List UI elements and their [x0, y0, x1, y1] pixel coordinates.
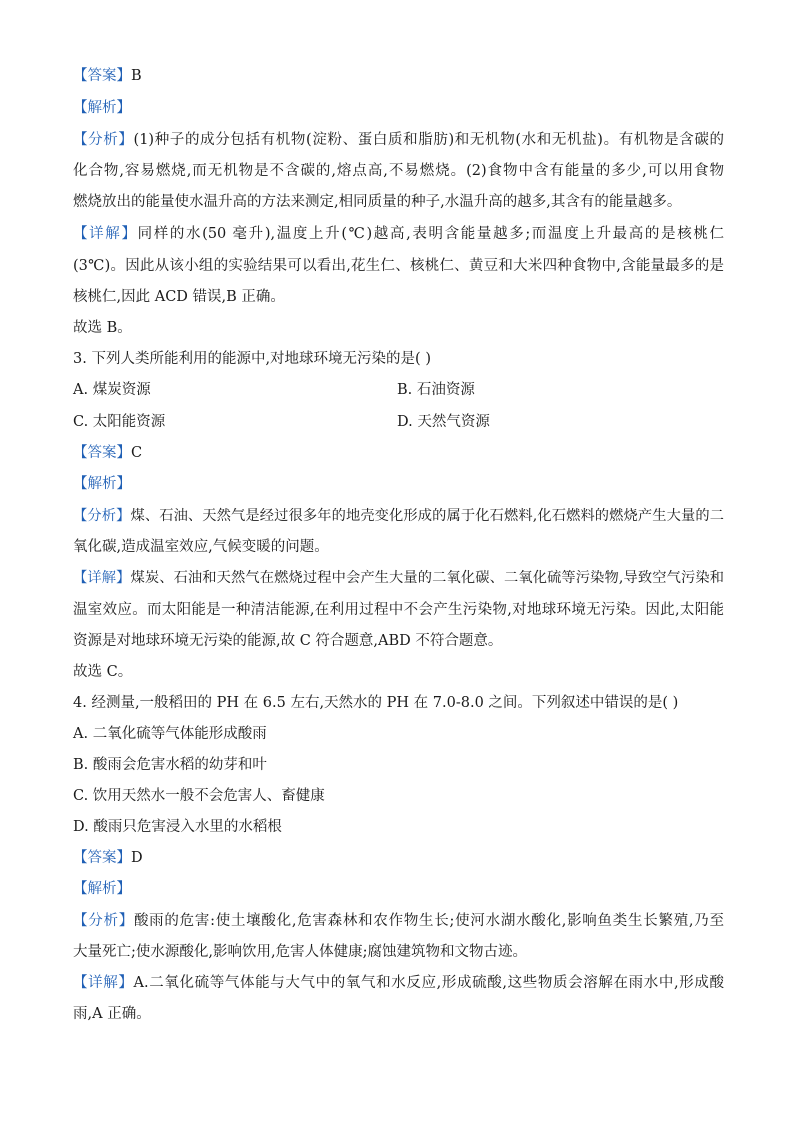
q2-fenxi-line-1	[73, 130, 724, 150]
detail-tag: 【详解】	[73, 975, 134, 991]
q3-option-b: B. 石油资源	[397, 382, 475, 398]
detail-tag: 【详解】	[73, 570, 131, 586]
analysis-tag: 【解析】	[73, 476, 131, 492]
answer-tag: 【答案】	[73, 68, 131, 84]
q4-answer: D	[131, 850, 143, 866]
q4-detail-line-1	[73, 973, 724, 993]
q2-detail-line-1	[73, 224, 724, 244]
q2-analysis-heading	[73, 98, 724, 118]
answer-tag: 【答案】	[73, 850, 131, 866]
q3-fenxi-line-1	[73, 506, 724, 526]
q4-fenxi-line-1	[73, 911, 724, 931]
fenxi-tag: 【分析】	[73, 508, 131, 524]
q3-option-a: A. 煤炭资源	[73, 382, 151, 398]
q3-detail-text-1: 煤炭、石油和天然气在燃烧过程中会产生大量的二氧化碳、二氧化硫等污染物,导致空气污染和	[130, 570, 724, 586]
q4-stem: 4. 经测量,一般稻田的 PH 在 6.5 左右,天然水的 PH 在 7.0-8.0 之间。下列叙述中错误的是( )	[73, 695, 679, 711]
q2-detail-text-1: 同样的水(50 毫升),温度上升(℃)越高,表明含能量越多;而温度上升最高的是核桃仁	[137, 226, 724, 242]
q4-detail-line-2: 雨,A 正确。	[73, 1006, 151, 1022]
q2-fenxi-text-1: (1)种子的成分包括有机物(淀粉、蛋白质和脂肪)和无机物(水和无机盐)。有机物是含碳的	[133, 132, 724, 148]
q2-fenxi-line-2: 化合物,容易燃烧,而无机物是不含碳的,熔点高,不易燃烧。(2)食物中含有能量的多少,可以用食物	[73, 163, 724, 179]
analysis-tag: 【解析】	[73, 881, 131, 897]
q3-option-d: D. 天然气资源	[397, 414, 490, 430]
q3-detail-line-3: 资源是对地球环境无污染的能源,故 C 符合题意,ABD 不符合题意。	[73, 633, 503, 649]
analysis-tag: 【解析】	[73, 100, 131, 116]
q4-analysis-heading	[73, 879, 724, 899]
q2-detail-line-3: 核桃仁,因此 ACD 错误,B 正确。	[73, 289, 285, 305]
q4-option-d: D. 酸雨只危害浸入水里的水稻根	[73, 819, 282, 835]
q3-conclusion: 故选 C。	[73, 664, 133, 680]
q4-option-a: A. 二氧化硫等气体能形成酸雨	[73, 726, 267, 742]
q4-option-b: B. 酸雨会危害水稻的幼芽和叶	[73, 757, 267, 773]
answer-tag: 【答案】	[73, 445, 131, 461]
q3-fenxi-line-2: 氧化碳,造成温室效应,气候变暖的问题。	[73, 539, 329, 555]
q4-fenxi-line-2: 大量死亡;使水源酸化,影响饮用,危害人体健康;腐蚀建筑物和文物古迹。	[73, 944, 527, 960]
q2-conclusion: 故选 B。	[73, 320, 132, 336]
q3-stem: 3. 下列人类所能利用的能源中,对地球环境无污染的是( )	[73, 351, 431, 367]
q3-answer-line	[73, 443, 724, 463]
q4-detail-text-1: A.二氧化硫等气体能与大气中的氧气和水反应,形成硫酸,这些物质会溶解在雨水中,形成酸	[133, 975, 724, 991]
q3-option-c: C. 太阳能资源	[73, 414, 166, 430]
q3-answer: C	[131, 445, 143, 461]
q3-detail-line-1	[73, 568, 724, 588]
q2-answer: B	[131, 68, 142, 84]
fenxi-tag: 【分析】	[73, 913, 134, 929]
fenxi-tag: 【分析】	[73, 132, 134, 148]
q4-option-c: C. 饮用天然水一般不会危害人、畜健康	[73, 788, 325, 804]
q2-fenxi-line-3: 燃烧放出的能量使水温升高的方法来测定,相同质量的种子,水温升高的越多,其含有的能量越多。	[73, 194, 682, 210]
q3-detail-line-2: 温室效应。而太阳能是一种清洁能源,在利用过程中不会产生污染物,对地球环境无污染。因此,太阳能	[73, 602, 724, 618]
q3-analysis-heading	[73, 474, 724, 494]
q3-fenxi-text-1: 煤、石油、天然气是经过很多年的地壳变化形成的属于化石燃料,化石燃料的燃烧产生大量的二	[130, 508, 724, 524]
q2-answer-line	[73, 66, 724, 86]
q2-detail-line-2: (3℃)。因此从该小组的实验结果可以看出,花生仁、核桃仁、黄豆和大米四种食物中,含能量最多的是	[73, 258, 724, 274]
q4-answer-line	[73, 848, 724, 868]
detail-tag: 【详解】	[73, 226, 138, 242]
q4-fenxi-text-1: 酸雨的危害:使土壤酸化,危害森林和农作物生长;使河水湖水酸化,影响鱼类生长繁殖,乃至	[133, 913, 724, 929]
